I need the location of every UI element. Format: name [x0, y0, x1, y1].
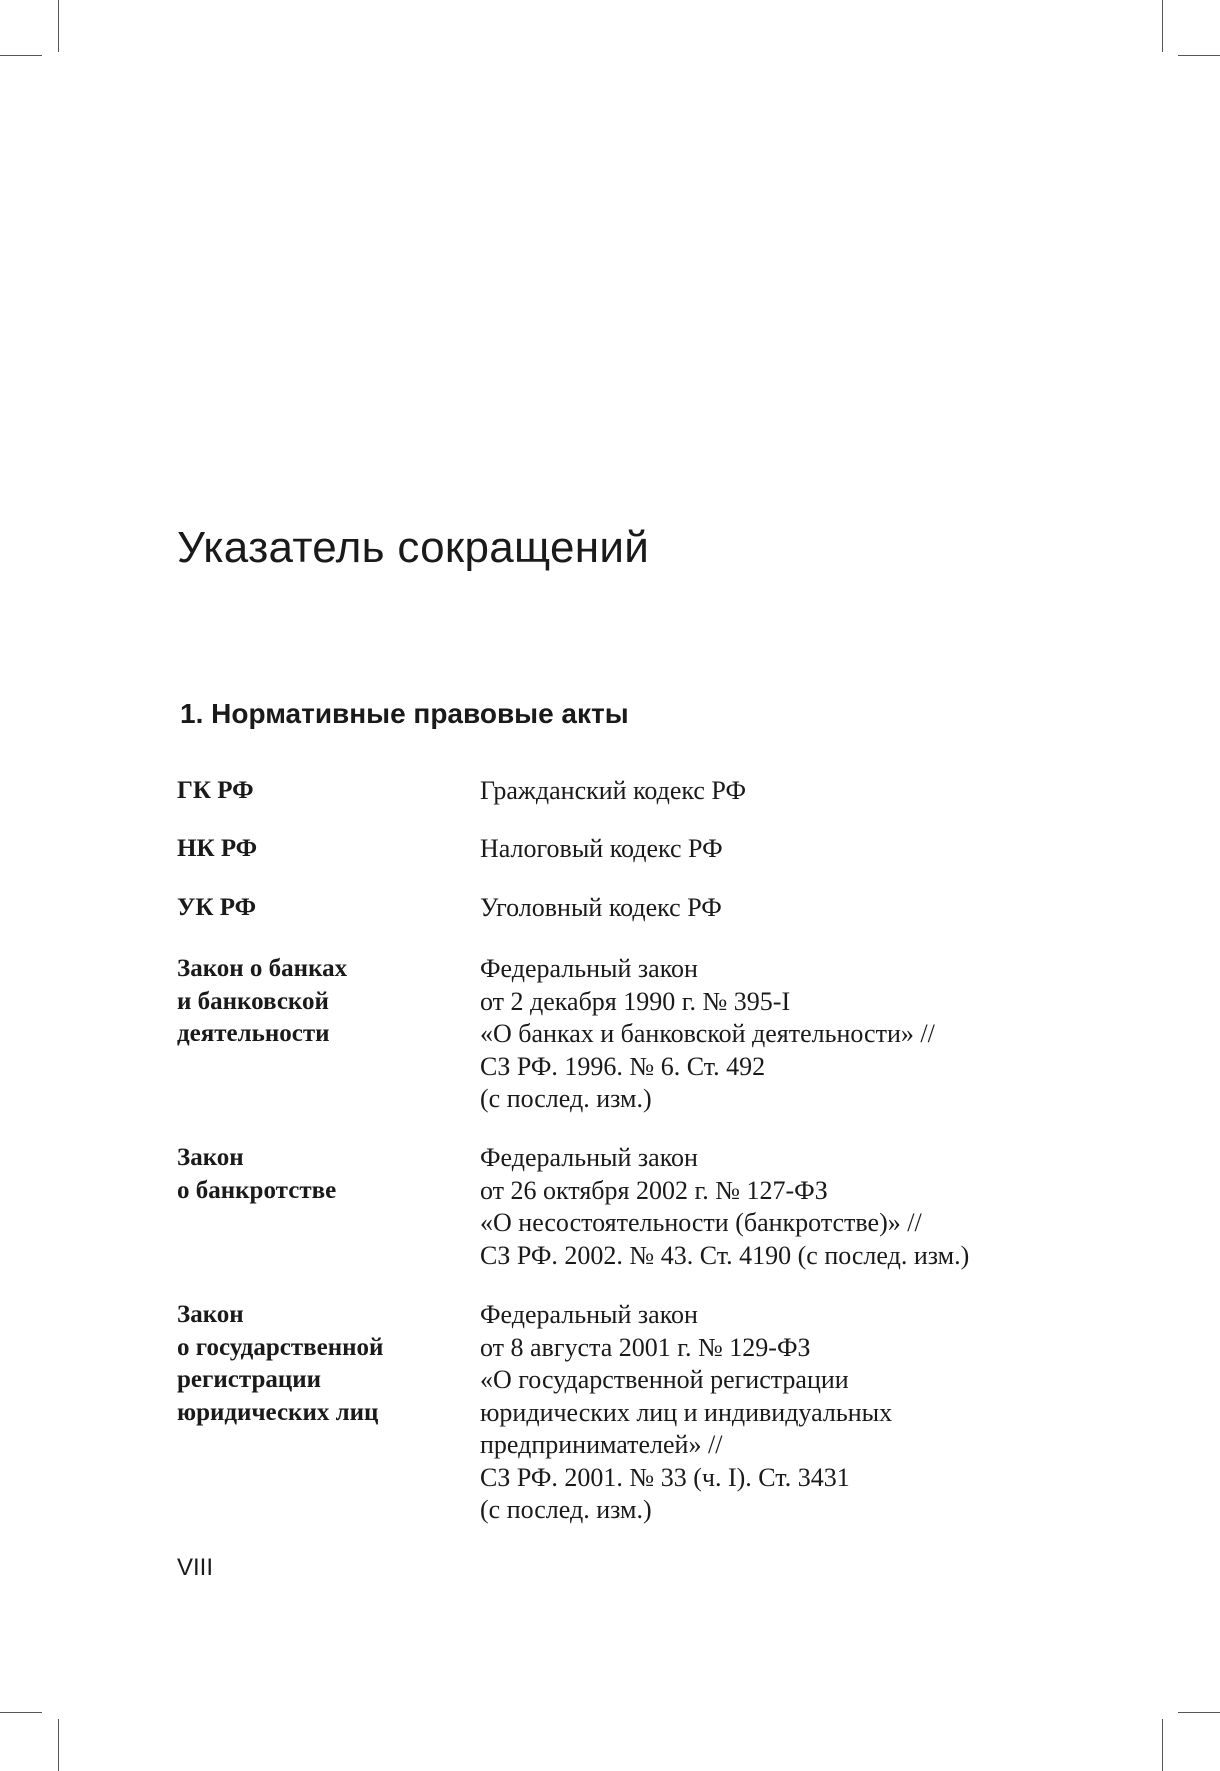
crop-mark-top-right-vertical: [1162, 0, 1163, 52]
crop-mark-top-left-vertical: [58, 0, 59, 52]
abbreviation-definition: Уголовный кодекс РФ: [480, 893, 722, 922]
abbreviation-term: НК РФ: [177, 835, 258, 862]
abbreviation-term: УК РФ: [177, 894, 257, 921]
abbreviation-definition: Федеральный закон от 8 августа 2001 г. № 129-ФЗ «О государственной регистрации юридических лиц и индивидуальных предпринимателей» // СЗ РФ. 2001. № 33 (ч. I). Ст. 3431 (с послед. изм.): [480, 1300, 893, 1524]
crop-mark-top-left-horizontal: [0, 55, 42, 56]
page-number: VIII: [177, 1554, 214, 1581]
abbreviation-definition: Гражданский кодекс РФ: [480, 776, 746, 805]
abbreviation-term: ГК РФ: [177, 777, 254, 804]
crop-mark-bottom-left-vertical: [58, 1719, 59, 1771]
chapter-title: Указатель сокращений: [177, 523, 650, 572]
abbreviation-term: Закон о банкротстве: [177, 1144, 337, 1204]
abbreviation-definition: Федеральный закон от 26 октября 2002 г. № 127-ФЗ «О несостоятельности (банкротстве)» // СЗ РФ. 2002. № 43. Ст. 4190 (с послед. изм.): [480, 1143, 970, 1270]
abbreviation-term: Закон о банках и банковской деятельности: [177, 955, 348, 1047]
abbreviation-definition: Федеральный закон от 2 декабря 1990 г. № 395-I «О банках и банковской деятельности» // СЗ РФ. 1996. № 6. Ст. 492 (с послед. изм.): [480, 954, 935, 1113]
crop-mark-bottom-right-horizontal: [1178, 1712, 1220, 1713]
abbreviation-definition: Налоговый кодекс РФ: [480, 834, 723, 863]
abbreviation-term: Закон о государственной регистрации юридических лиц: [177, 1301, 384, 1426]
crop-mark-top-right-horizontal: [1178, 55, 1220, 56]
crop-mark-bottom-left-horizontal: [0, 1712, 42, 1713]
section-heading: 1. Нормативные правовые акты: [180, 698, 629, 729]
crop-mark-bottom-right-vertical: [1162, 1719, 1163, 1771]
